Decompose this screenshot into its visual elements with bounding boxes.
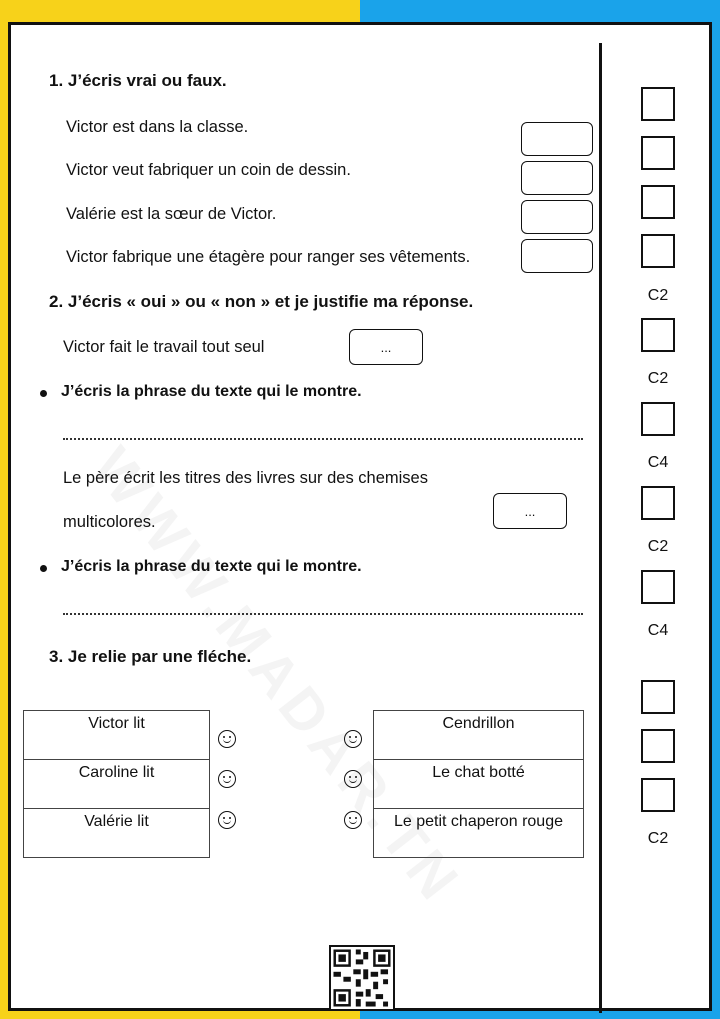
score-box-3[interactable] (641, 185, 675, 219)
criterion-label-6: C2 (647, 830, 669, 847)
left-connector-dot-2[interactable] (218, 770, 236, 788)
qr-code-icon (329, 945, 395, 1011)
answer-line-1[interactable] (63, 438, 583, 440)
section1-title: 1. J’écris vrai ou faux. (49, 71, 227, 90)
right-match-table (373, 710, 584, 858)
statement-3: Valérie est la sœur de Victor. (66, 205, 277, 223)
criterion-label-4: C2 (647, 538, 669, 555)
right-connector-dot-3[interactable] (344, 811, 362, 829)
score-box-5[interactable] (641, 318, 675, 352)
section2-bullet-2: J’écris la phrase du texte qui le montre. (61, 558, 362, 575)
right-item-2: Le chat botté (374, 760, 584, 809)
score-box-1[interactable] (641, 87, 675, 121)
statement-2: Victor veut fabriquer un coin de dessin. (66, 161, 351, 179)
score-box-9[interactable] (641, 680, 675, 714)
score-box-8[interactable] (641, 570, 675, 604)
score-box-2[interactable] (641, 136, 675, 170)
section3-title: 3. Je relie par une fléche. (49, 647, 252, 666)
statement-4: Victor fabrique une étagère pour ranger ses vêtements. (66, 248, 471, 266)
left-item-2: Caroline lit (24, 760, 210, 809)
worksheet (8, 22, 712, 1011)
score-box-6[interactable] (641, 402, 675, 436)
section2-item2-line2: multicolores. (63, 513, 156, 531)
section2-answer-box-2[interactable]: ... (493, 493, 567, 529)
right-connector-dot-2[interactable] (344, 770, 362, 788)
bullet (40, 565, 47, 572)
section2-bullet-1: J’écris la phrase du texte qui le montre. (61, 383, 362, 400)
section2-title: 2. J’écris « oui » ou « non » et je justifie ma réponse. (49, 292, 474, 311)
left-connector-dot-3[interactable] (218, 811, 236, 829)
section2-item1-text: Victor fait le travail tout seul (63, 338, 265, 356)
section2-answer-box-1[interactable]: ... (349, 329, 423, 365)
right-item-3: Le petit chaperon rouge (374, 809, 584, 858)
bullet (40, 390, 47, 397)
criterion-label-3: C4 (647, 454, 669, 471)
criterion-label-2: C2 (647, 370, 669, 387)
answer-line-2[interactable] (63, 613, 583, 615)
score-box-7[interactable] (641, 486, 675, 520)
score-box-10[interactable] (641, 729, 675, 763)
answer-box-1[interactable] (521, 122, 593, 156)
right-item-1: Cendrillon (374, 711, 584, 760)
answer-box-2[interactable] (521, 161, 593, 195)
criterion-label-1: C2 (647, 287, 669, 304)
left-connector-dot-1[interactable] (218, 730, 236, 748)
statement-1: Victor est dans la classe. (66, 118, 249, 136)
left-match-table (23, 710, 210, 858)
left-item-3: Valérie lit (24, 809, 210, 858)
margin-divider (599, 43, 602, 1013)
score-box-4[interactable] (641, 234, 675, 268)
answer-box-4[interactable] (521, 239, 593, 273)
left-item-1: Victor lit (24, 711, 210, 760)
score-box-11[interactable] (641, 778, 675, 812)
criterion-label-5: C4 (647, 622, 669, 639)
section2-item2-line1: Le père écrit les titres des livres sur des chemises (63, 469, 428, 487)
right-connector-dot-1[interactable] (344, 730, 362, 748)
answer-box-3[interactable] (521, 200, 593, 234)
